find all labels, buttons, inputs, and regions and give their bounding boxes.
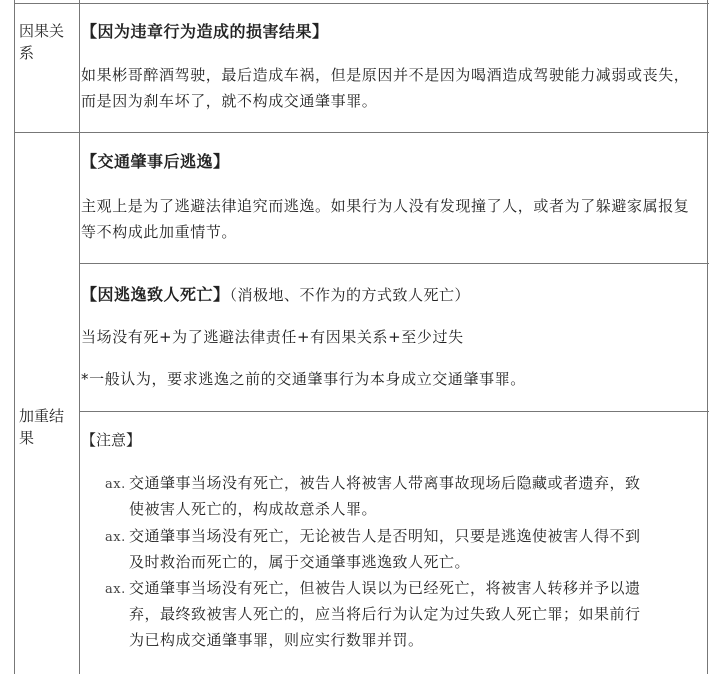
row-divider-causation <box>15 132 709 133</box>
flight-heading: 【交通肇事后逃逸】 <box>81 152 230 171</box>
note-text: 交通肇事当场没有死亡，但被告人误以为已经死亡，将被害人转移并予以遗弃，最终致被害人死亡的，应当将后行为认定为过失致人死亡罪；如果前行为已构成交通肇事罪，则应实行数罪并罚。 <box>129 579 641 649</box>
death-heading <box>81 283 701 307</box>
death-line-2: *一般认为，要求逃逸之前的交通肇事行为本身成立交通肇事罪。 <box>81 370 526 388</box>
notes-title: 【注意】 <box>81 431 142 449</box>
death-heading-note: （消极地、不作为的方式致人死亡） <box>229 286 471 304</box>
row-label-aggravated: 加重结果 <box>19 407 65 447</box>
column-divider <box>79 0 80 674</box>
note-text: 交通肇事当场没有死亡，被告人将被害人带离事故现场后隐藏或者遗弃，致使被害人死亡的，构成故意杀人罪。 <box>129 474 641 518</box>
note-bullet: ax. <box>105 530 126 545</box>
note-text: 交通肇事当场没有死亡，无论被告人是否明知，只要是逃逸使被害人得不到及时救治而死亡的，属于交通肇事逃逸致人死亡。 <box>129 527 641 571</box>
note-bullet: ax. <box>105 582 126 597</box>
flight-paragraph: 主观上是为了逃避法律追究而逃逸。如果行为人没有发现撞了人，或者为了躲避家属报复等不构成此加重情节。 <box>81 197 690 241</box>
row-divider-death <box>79 411 709 412</box>
death-heading-title: 【因逃逸致人死亡】 <box>81 285 230 304</box>
causation-paragraph: 如果彬哥醉酒驾驶，最后造成车祸，但是原因并不是因为喝酒造成驾驶能力减弱或丧失，而是因为刹车坏了，就不构成交通肇事罪。 <box>81 66 690 110</box>
row-divider-flight <box>79 263 709 264</box>
death-line-1: 当场没有死+为了逃避法律责任+有因果关系+至少过失 <box>81 328 464 346</box>
content-table <box>14 0 708 674</box>
row-label-causation: 因果关系 <box>19 22 65 62</box>
row-divider-top <box>15 3 709 4</box>
note-bullet: ax. <box>105 477 126 492</box>
causation-heading: 【因为违章行为造成的损害结果】 <box>81 22 329 41</box>
